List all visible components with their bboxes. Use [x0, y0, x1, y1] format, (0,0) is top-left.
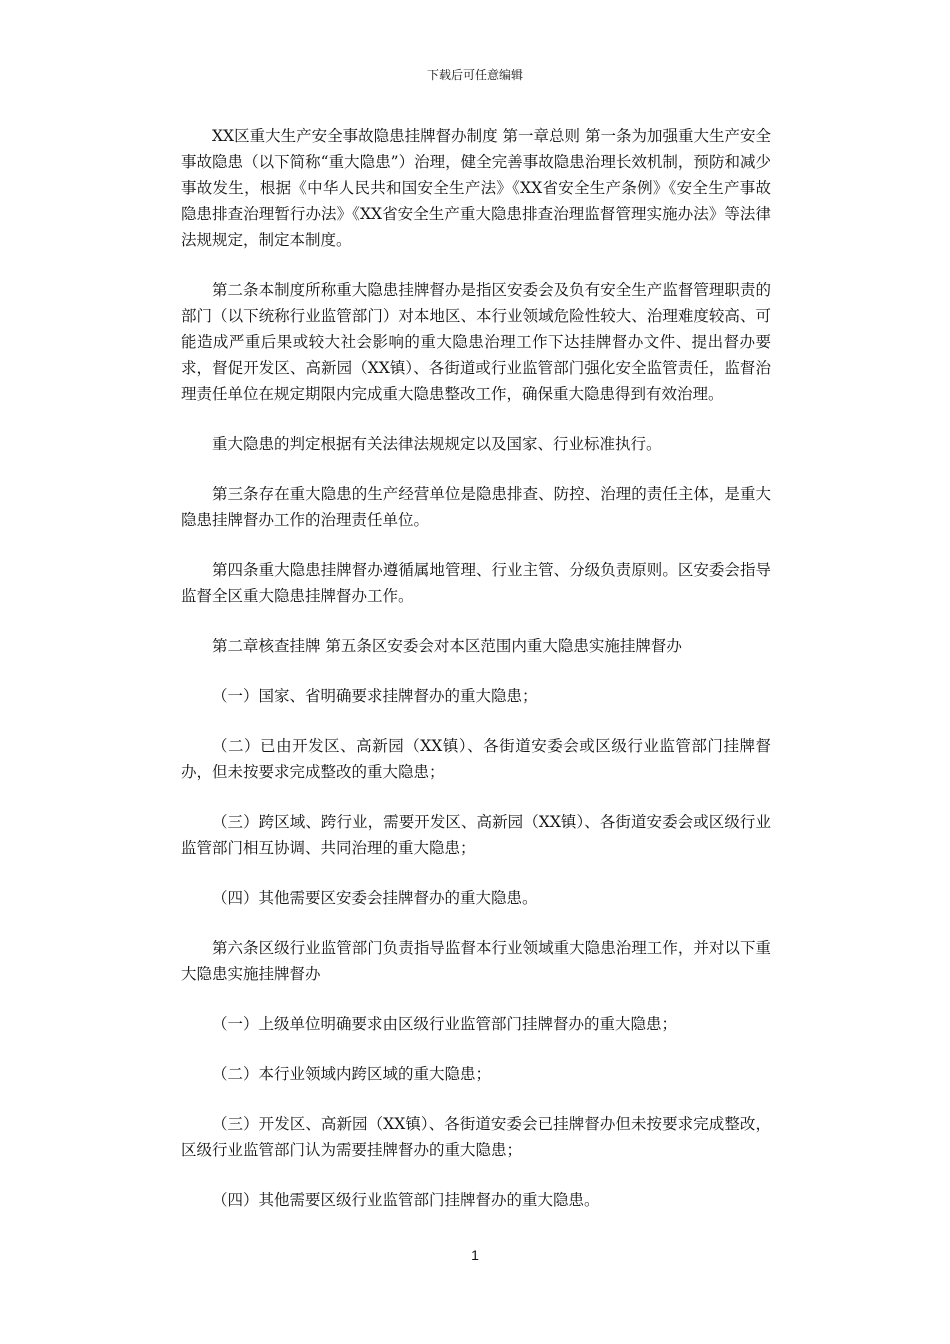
paragraph-chapter2-article5: 第二章核查挂牌 第五条区安委会对本区范围内重大隐患实施挂牌督办	[212, 637, 682, 655]
list-item-article5-1: （一）国家、省明确要求挂牌督办的重大隐患；	[212, 687, 538, 705]
list-item-article6-1: （一）上级单位明确要求由区级行业监管部门挂牌督办的重大隐患；	[212, 1015, 678, 1033]
paragraph-article3: 第三条存在重大隐患的生产经营单位是隐患排查、防控、治理的责任主体，是重大隐患挂牌督办工作的治理责任单位。	[181, 485, 771, 529]
list-item-article5-4: （四）其他需要区安委会挂牌督办的重大隐患。	[212, 889, 538, 907]
list-item-article5-2: （二）已由开发区、高新园（XX镇）、各街道安委会或区级行业监管部门挂牌督办，但未按要求完成整改的重大隐患；	[181, 737, 771, 781]
page-number: 1	[471, 1247, 479, 1263]
page-header: 下载后可任意编辑	[426, 68, 523, 82]
document-body	[181, 123, 771, 1237]
list-item-article6-4: （四）其他需要区级行业监管部门挂牌督办的重大隐患。	[212, 1191, 600, 1209]
paragraph-criteria: 重大隐患的判定根据有关法律法规规定以及国家、行业标准执行。	[212, 435, 662, 453]
list-item-article6-2: （二）本行业领域内跨区域的重大隐患；	[212, 1065, 492, 1083]
paragraph-chapter1-article1: XX区重大生产安全事故隐患挂牌督办制度 第一章总则 第一条为加强重大生产安全事故隐患（以下简称“重大隐患”）治理，健全完善事故隐患治理长效机制，预防和减少事故发生，根据《中华人民共和国安全生产法》《XX省安全生产条例》《安全生产事故隐患排查治理暂行办法》《XX省安全生产重大隐患排查治理监督管理实施办法》等法律法规规定，制定本制度。	[181, 127, 771, 249]
paragraph-article6: 第六条区级行业监管部门负责指导监督本行业领域重大隐患治理工作，并对以下重大隐患实施挂牌督办	[181, 939, 771, 983]
list-item-article5-3: （三）跨区域、跨行业，需要开发区、高新园（XX镇）、各街道安委会或区级行业监管部门相互协调、共同治理的重大隐患；	[181, 813, 771, 857]
list-item-article6-3: （三）开发区、高新园（XX镇）、各街道安委会已挂牌督办但未按要求完成整改，区级行业监管部门认为需要挂牌督办的重大隐患；	[181, 1115, 771, 1159]
paragraph-article2: 第二条本制度所称重大隐患挂牌督办是指区安委会及负有安全生产监督管理职责的部门（以下统称行业监管部门）对本地区、本行业领域危险性较大、治理难度较高、可能造成严重后果或较大社会影响的重大隐患治理工作下达挂牌督办文件、提出督办要求，督促开发区、高新园（XX镇）、各街道或行业监管部门强化安全监管责任，监督治理责任单位在规定期限内完成重大隐患整改工作，确保重大隐患得到有效治理。	[181, 281, 771, 403]
paragraph-article4: 第四条重大隐患挂牌督办遵循属地管理、行业主管、分级负责原则。区安委会指导监督全区重大隐患挂牌督办工作。	[181, 561, 771, 605]
